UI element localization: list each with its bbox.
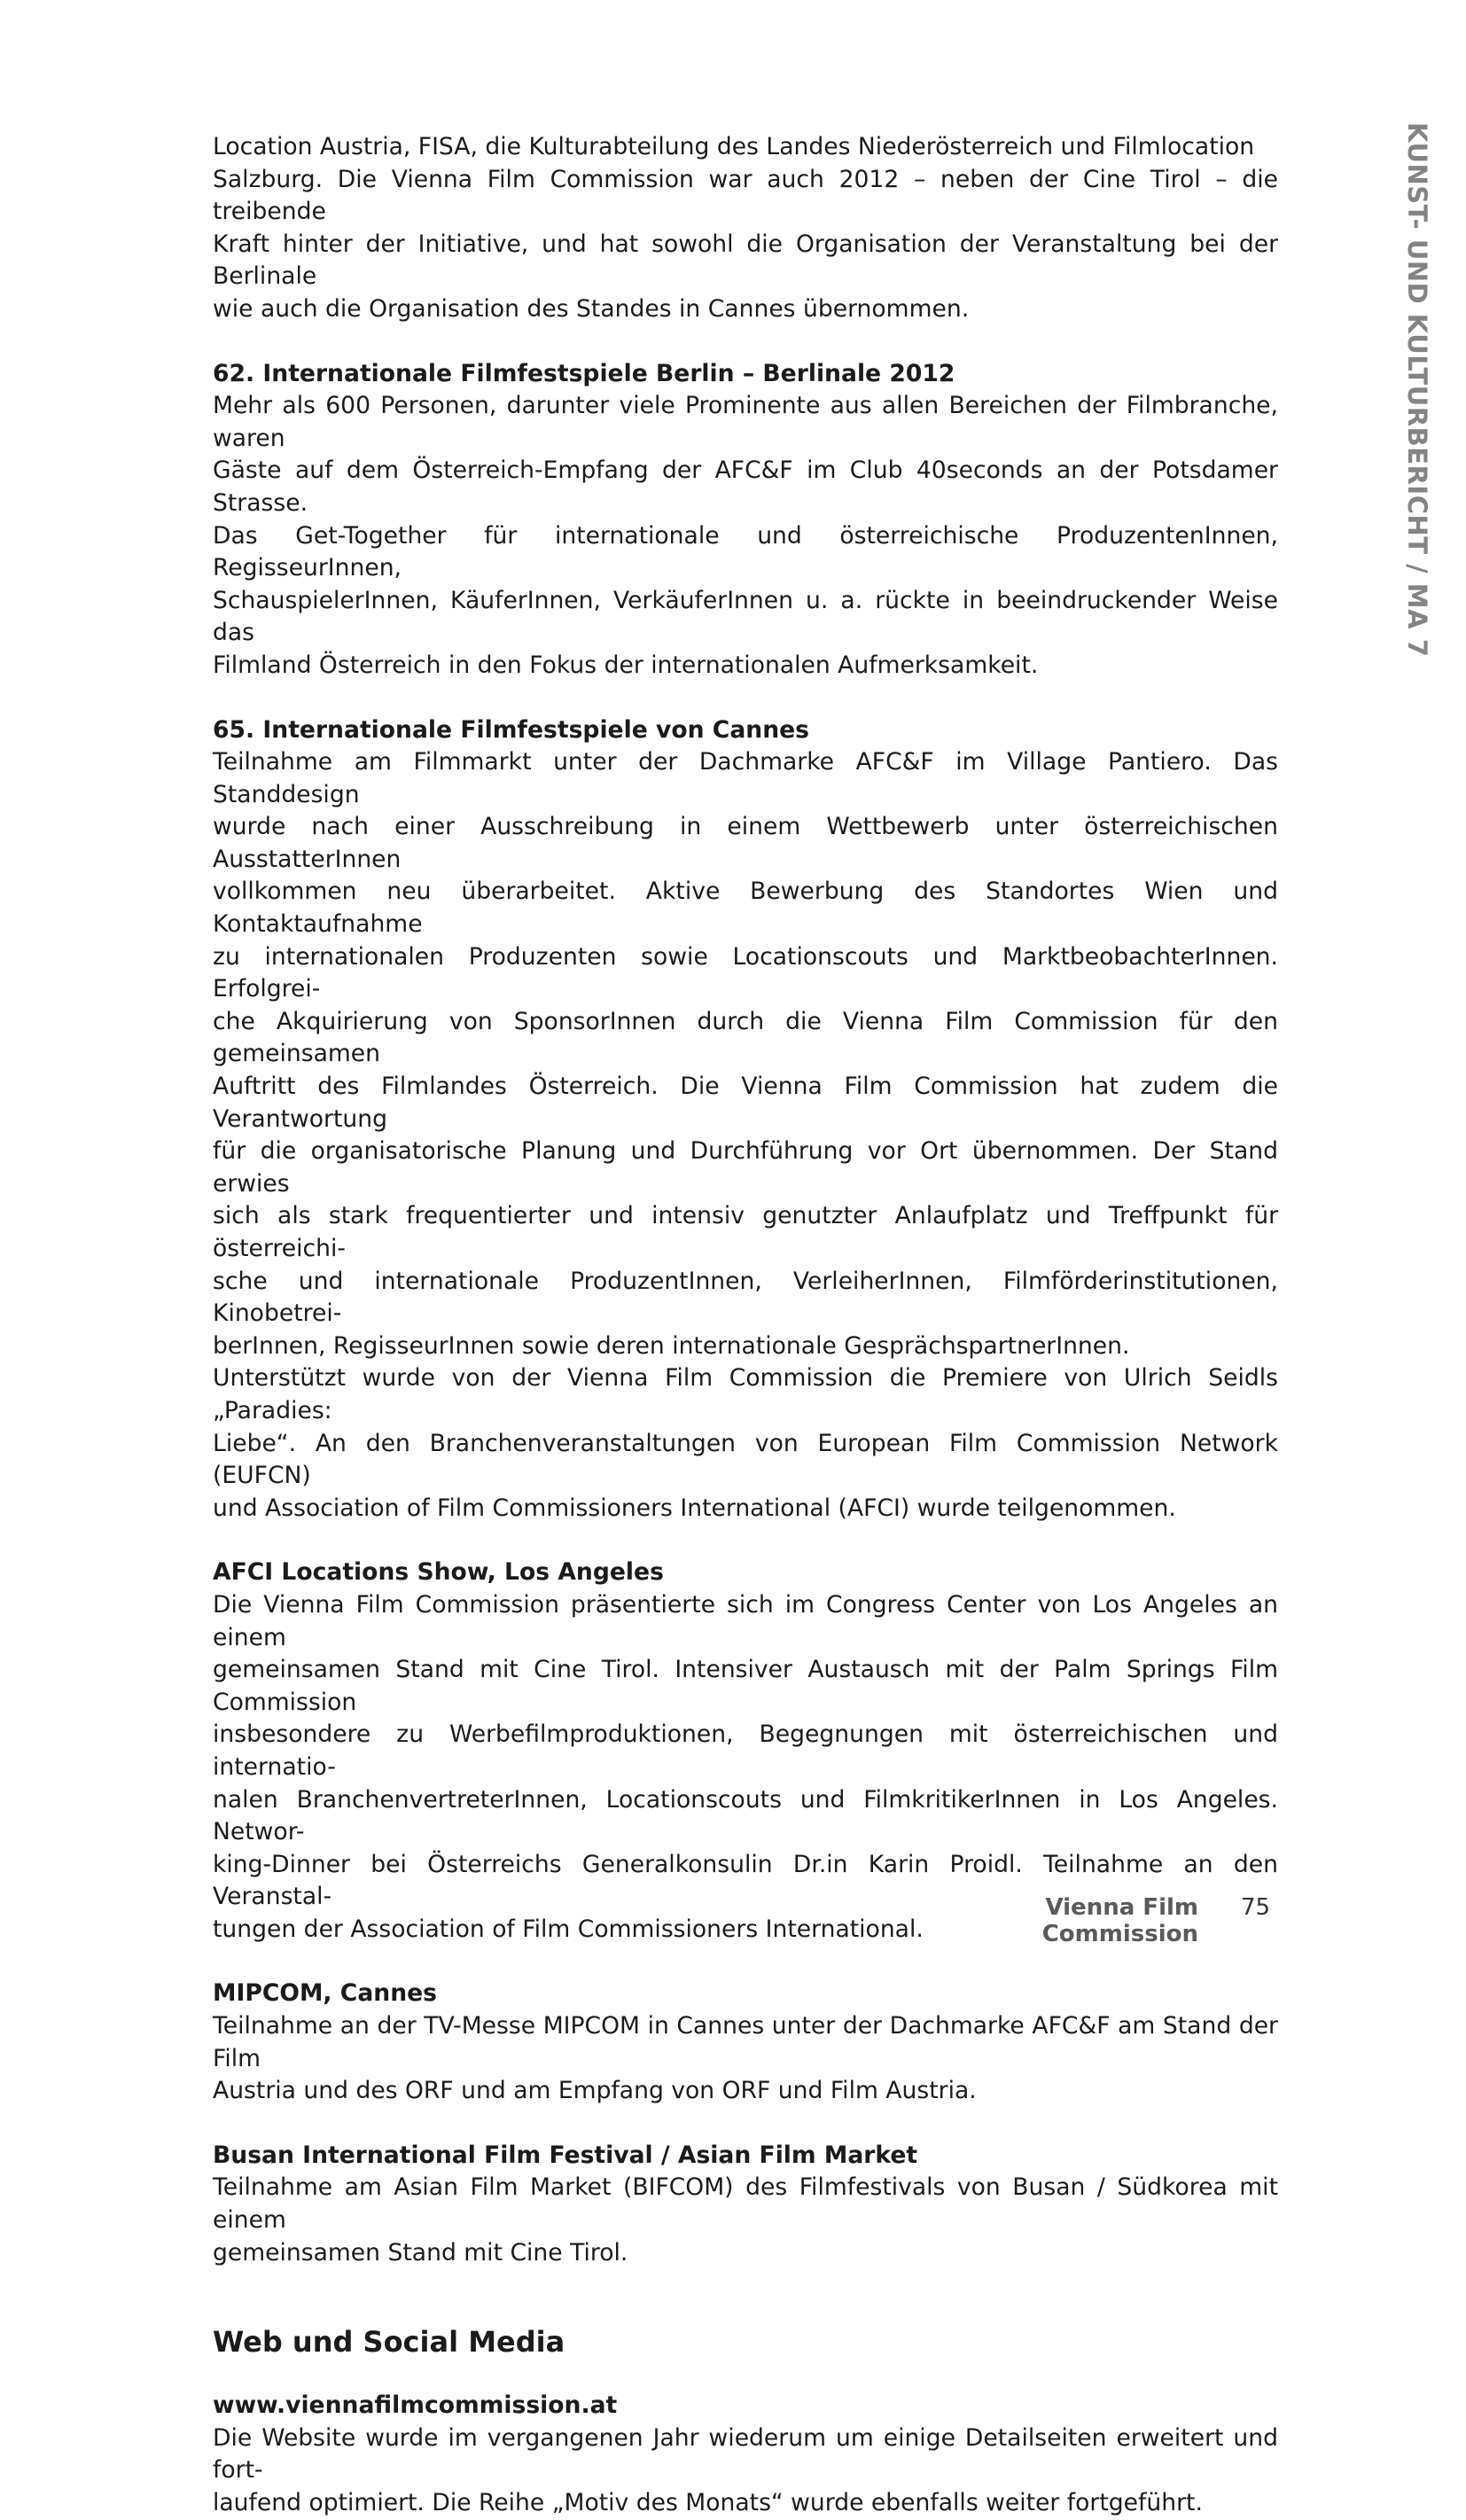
section-heading: Busan International Film Festival / Asian Film Market xyxy=(213,2141,918,2169)
text-line: Die Vienna Film Commission präsentierte sich im Congress Center von Los Angeles an einem xyxy=(213,1590,1278,1651)
text-line: che Akquirierung von SponsorInnen durch die Vienna Film Commission für den gemeinsamen xyxy=(213,1007,1278,1068)
section-title: Web und Social Media xyxy=(213,2325,565,2360)
text-line: vollkommen neu überarbeitet. Aktive Bewerbung des Standortes Wien und Kontaktaufnahme xyxy=(213,878,1278,939)
section-busan xyxy=(213,2140,1278,2269)
text-line: Auftritt des Filmlandes Österreich. Die Vienna Film Commission hat zudem die Verantwortung xyxy=(213,1073,1278,1133)
section-mipcom xyxy=(213,1978,1278,2107)
text-line: Gäste auf dem Österreich-Empfang der AFC&F im Club 40seconds an der Potsdamer Strasse. xyxy=(213,456,1278,517)
text-line: insbesondere zu Werbefilmproduktionen, Begegnungen mit österreichischen und internatio- xyxy=(213,1720,1278,1781)
text-line: SchauspielerInnen, KäuferInnen, VerkäuferInnen u. a. rückte in beeindruckender Weise das xyxy=(213,586,1278,647)
text-line: Austria und des ORF und am Empfang von ORF und Film Austria. xyxy=(213,2077,977,2105)
section-heading: www.viennafilmcommission.at xyxy=(213,2391,618,2420)
text-line: Filmland Österreich in den Fokus der internationalen Aufmerksamkeit. xyxy=(213,651,1039,679)
text-line: Die Website wurde im vergangenen Jahr wiederum um einige Detailseiten erweitert und fort- xyxy=(213,2423,1278,2485)
text-line: Das Get-Together für internationale und österreichische ProduzentenInnen, RegisseurInnen, xyxy=(213,521,1278,582)
text-line: Salzburg. Die Vienna Film Commission war auch 2012 – neben der Cine Tirol – die treibende xyxy=(213,165,1278,226)
side-section-title: KUNST- UND KULTURBERICHT / MA 7 xyxy=(1402,122,1432,658)
text-line: gemeinsamen Stand mit Cine Tirol. xyxy=(213,2238,628,2266)
text-line: gemeinsamen Stand mit Cine Tirol. Intensiver Austausch mit der Palm Springs Film Commission xyxy=(213,1656,1278,1716)
text-line: sich als stark frequentierter und intensiv genutzter Anlaufplatz und Treffpunkt für österreichi- xyxy=(213,1202,1278,1262)
section-heading: 65. Internationale Filmfestspiele von Cannes xyxy=(213,715,809,744)
section-berlinale xyxy=(213,358,1278,683)
text-line: tungen der Association of Film Commissioners International. xyxy=(213,1915,924,1943)
text-line: sche und internationale ProduzentInnen, VerleiherInnen, Filmförderinstitutionen, Kinobetrei- xyxy=(213,1267,1278,1328)
text-line: Mehr als 600 Personen, darunter viele Prominente aus allen Bereichen der Filmbranche, waren xyxy=(213,392,1278,452)
footer-publisher-name: Vienna Film Commission xyxy=(1041,1894,1198,1947)
text-line: Teilnahme am Asian Film Market (BIFCOM) des Filmfestivals von Busan / Südkorea mit einem xyxy=(213,2173,1278,2235)
text-line: Location Austria, FISA, die Kulturabteilung des Landes Niederösterreich und Filmlocation xyxy=(213,133,1255,160)
text-line: laufend optimiert. Die Reihe „Motiv des Monats“ wurde ebenfalls weiter fortgeführt. xyxy=(213,2489,1203,2516)
section-heading: MIPCOM, Cannes xyxy=(213,1979,437,2008)
text-line: wurde nach einer Ausschreibung in einem Wettbewerb unter österreichischen AusstatterInnen xyxy=(213,813,1278,873)
section-afci xyxy=(213,1556,1278,1946)
text-line: Unterstützt wurde von der Vienna Film Commission die Premiere von Ulrich Seidls „Paradies: xyxy=(213,1364,1278,1424)
text-line: wie auch die Organisation des Standes in Cannes übernommen. xyxy=(213,294,970,323)
section-cannes xyxy=(213,714,1278,1525)
intro-paragraph xyxy=(213,131,1278,326)
text-line: Teilnahme an der TV-Messe MIPCOM in Cannes unter der Dachmarke AFC&F am Stand der Film xyxy=(213,2012,1278,2072)
section-heading: 62. Internationale Filmfestspiele Berlin – Berlinale 2012 xyxy=(213,359,955,387)
page-body xyxy=(213,131,1278,2520)
text-line: Teilnahme am Filmmarkt unter der Dachmarke AFC&F im Village Pantiero. Das Standdesign xyxy=(213,748,1278,808)
text-line: berInnen, RegisseurInnen sowie deren internationale GesprächspartnerInnen. xyxy=(213,1331,1130,1360)
text-line: king-Dinner bei Österreichs Generalkonsulin Dr.in Karin Proidl. Teilnahme an den Veranstal- xyxy=(213,1850,1278,1911)
page-number: 75 xyxy=(1241,1894,1271,1921)
text-line: für die organisatorische Planung und Durchführung vor Ort übernommen. Der Stand erwies xyxy=(213,1137,1278,1198)
section-heading: AFCI Locations Show, Los Angeles xyxy=(213,1558,664,1587)
text-line: Liebe“. An den Branchenveranstaltungen von European Film Commission Network (EUFCN) xyxy=(213,1429,1278,1490)
text-line: nalen BranchenvertreterInnen, Locationscouts und FilmkritikerInnen in Los Angeles. Networ- xyxy=(213,1785,1278,1846)
text-line: zu internationalen Produzenten sowie Locationscouts und MarktbeobachterInnen. Erfolgrei- xyxy=(213,942,1278,1003)
text-line: Kraft hinter der Initiative, und hat sowohl die Organisation der Veranstaltung bei der Berlinale xyxy=(213,230,1278,291)
text-line: und Association of Film Commissioners International (AFCI) wurde teilgenommen. xyxy=(213,1494,1176,1522)
section-web xyxy=(213,2324,1278,2519)
